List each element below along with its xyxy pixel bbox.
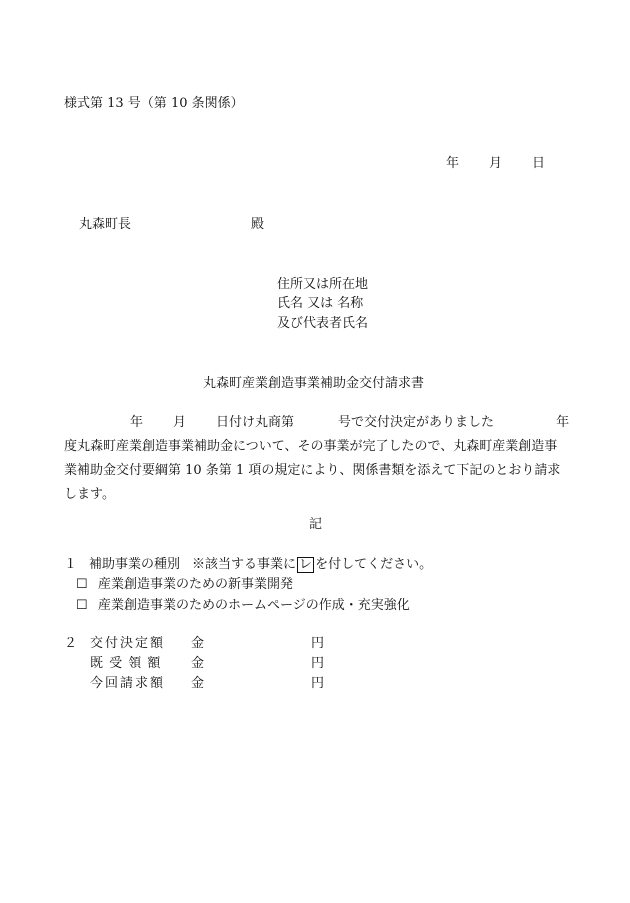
amount-label-received: 既 受 領 額 [90,656,162,671]
amount-row-received [64,657,364,673]
option-new-business-label: 産業創造事業のための新事業開発 [98,577,294,592]
body-date-ref: 日付け丸商第 [216,415,295,430]
option-homepage-label: 産業創造事業のためのホームページの作成・充実強化 [98,598,410,613]
amount-label-decided: 交付決定額 [90,636,166,651]
body-line-2: 度丸森町産業創造事業補助金について、その事業が完了したので、丸森町産業創造事 [64,439,558,454]
section-1-note: ※該当する事業に [192,557,297,572]
section-1-number: １ [64,557,78,572]
section-1-heading [64,557,432,573]
body-line-1 [64,411,570,435]
check-mark-sample: レ [299,557,313,572]
amount-row-decided [64,637,364,653]
addressee [79,218,264,231]
request-body [64,411,570,507]
amount-prefix-received: 金 [191,656,205,671]
date-line [446,157,545,170]
amount-unit-received: 円 [311,656,325,671]
amount-prefix-decided: 金 [191,636,205,651]
amount-unit-decided: 円 [311,636,325,651]
body-month: 月 [173,415,187,430]
ki-heading: 記 [309,517,323,532]
amount-row-current [64,677,364,693]
section-1-note-end: を付してください。 [315,557,433,572]
option-homepage[interactable] [76,599,410,612]
body-decided: 号で交付決定がありました [338,415,495,430]
applicant-address-label: 住所又は所在地 [277,277,369,292]
applicant-name-label: 氏名 又は 名称 [277,296,364,311]
body-line-4: します。 [64,487,115,502]
form-number: 様式第 13 号（第 10 条関係） [64,96,244,111]
amount-prefix-current: 金 [191,676,205,691]
applicant-representative-label: 及び代表者氏名 [277,316,369,331]
section-2-number: ２ [64,636,78,651]
body-fiscal-year: 年 [556,415,570,430]
amount-unit-current: 円 [311,676,325,691]
checkbox-homepage[interactable]: ☐ [76,598,88,613]
date-month: 月 [489,156,503,171]
document-title: 丸森町産業創造事業補助金交付請求書 [203,376,425,391]
amount-label-current: 今回請求額 [90,676,166,691]
option-new-business[interactable] [76,578,293,591]
section-1-label: 補助事業の種別 [89,557,181,572]
date-day: 日 [532,156,546,171]
checkbox-new-business[interactable]: ☐ [76,577,88,592]
date-year: 年 [446,156,460,171]
addressee-name: 丸森町長 [79,217,132,232]
body-line-3: 業補助金交付要綱第 10 条第 1 項の規定により、関係書類を添えて下記のとおり請求 [64,463,561,478]
body-year-1: 年 [130,415,144,430]
addressee-honorific: 殿 [251,217,265,232]
